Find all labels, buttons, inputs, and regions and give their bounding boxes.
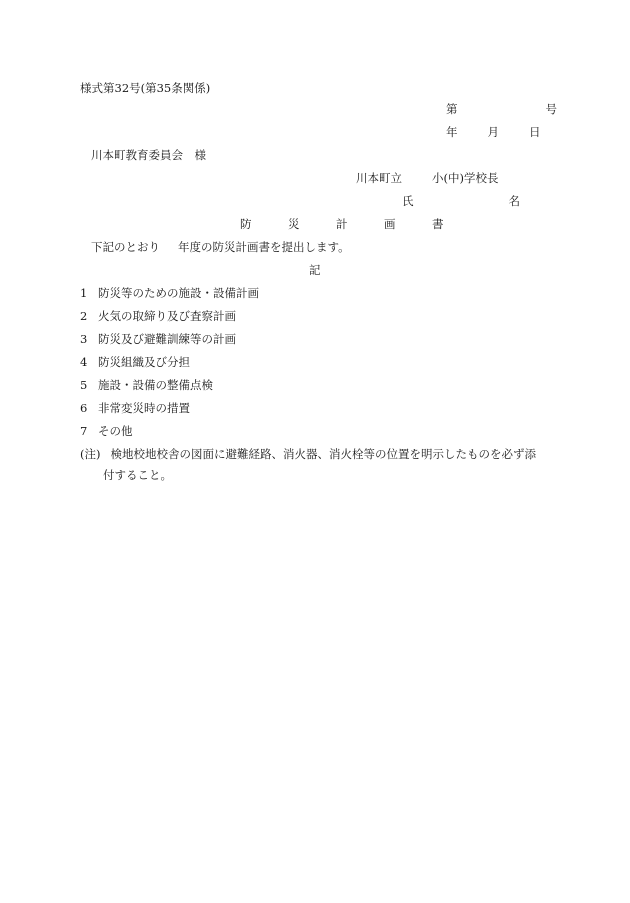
date-line — [446, 124, 541, 140]
list-item — [80, 331, 236, 347]
intro-text — [91, 239, 350, 255]
list-item — [80, 400, 190, 416]
item-number: 6 — [80, 401, 88, 415]
title-char: 防 — [240, 217, 252, 231]
item-number: 3 — [80, 332, 88, 346]
title-char: 画 — [384, 217, 396, 231]
item-text: その他 — [98, 424, 133, 438]
doc-number-prefix: 第 — [446, 102, 458, 116]
item-number: 4 — [80, 355, 88, 369]
item-text: 火気の取締り及び査察計画 — [98, 309, 236, 323]
item-text: 施設・設備の整備点検 — [98, 378, 213, 392]
intro-before: 下記のとおり — [91, 240, 160, 254]
doc-number-suffix: 号 — [545, 102, 557, 116]
addressee: 川本町教育委員会 様 — [91, 148, 206, 162]
note-line-1 — [80, 446, 536, 462]
item-text: 防災組織及び分担 — [98, 355, 190, 369]
date-month: 月 — [487, 125, 499, 139]
item-text: 非常変災時の措置 — [98, 401, 190, 415]
title-char: 書 — [432, 217, 444, 231]
list-item — [80, 423, 133, 439]
list-item — [80, 377, 213, 393]
note-line-2: 付すること。 — [103, 468, 172, 482]
sender-school-suffix: 小(中)学校長 — [432, 171, 499, 185]
list-item — [80, 285, 259, 301]
note-label: (注) — [80, 447, 101, 461]
date-day: 日 — [529, 125, 541, 139]
name-label — [402, 193, 520, 209]
document-title — [240, 216, 444, 232]
ki-heading: 記 — [309, 263, 321, 277]
date-year: 年 — [446, 125, 458, 139]
sender-school-prefix: 川本町立 — [356, 171, 402, 185]
item-number: 7 — [80, 424, 88, 438]
item-number: 5 — [80, 378, 88, 392]
name-label-first: 氏 — [402, 194, 414, 208]
item-text: 防災等のための施設・設備計画 — [98, 286, 259, 300]
sender-school — [356, 170, 498, 186]
list-item — [80, 308, 236, 324]
title-char: 計 — [336, 217, 348, 231]
list-item — [80, 354, 190, 370]
title-char: 災 — [288, 217, 300, 231]
doc-number — [446, 101, 557, 117]
intro-after: 年度の防災計画書を提出します。 — [178, 240, 350, 254]
item-number: 2 — [80, 309, 88, 323]
note-text-1: 検地校地校舎の図面に避難経路、消火器、消火栓等の位置を明示したものを必ず添 — [110, 447, 536, 461]
name-label-second: 名 — [508, 194, 520, 208]
form-number: 様式第32号(第35条関係) — [80, 81, 211, 95]
item-number: 1 — [80, 286, 88, 300]
item-text: 防災及び避難訓練等の計画 — [98, 332, 236, 346]
